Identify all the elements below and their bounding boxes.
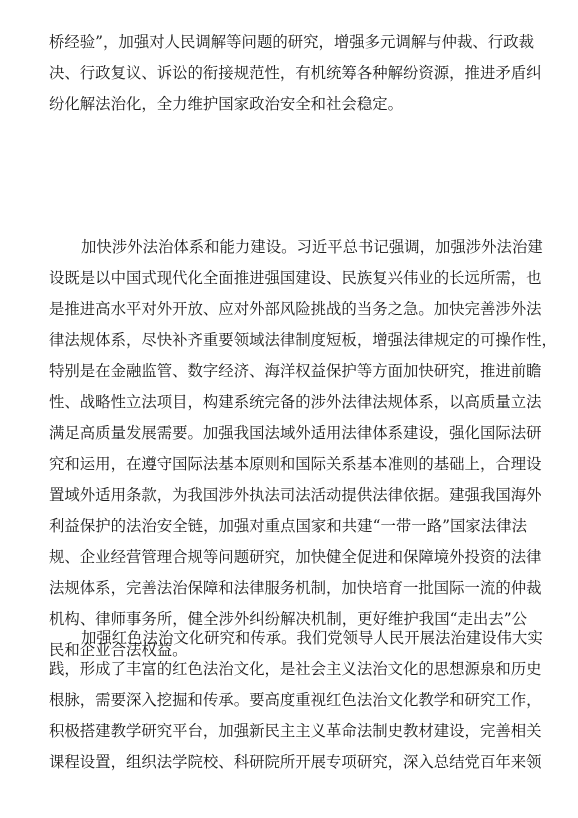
- text-line: 桥经验”，加强对人民调解等问题的研究，增强多元调解与仲裁、行政裁: [49, 33, 534, 51]
- text-line: 规、企业经营管理合规等问题研究，加快健全促进和保障境外投资的法律: [49, 548, 542, 566]
- text-line: 满足高质量发展需要。加强我国法域外适用法律体系建设，强化国际法研: [49, 424, 542, 442]
- text-line: 机构、律师事务所，健全涉外纠纷解决机制，更好维护我国“走出去”公: [49, 610, 527, 628]
- text-line: 民和企业合法权益。: [49, 641, 188, 659]
- text-line: 积极搭建教学研究平台，加强新民主主义革命法制史教材建设，完善相关: [49, 722, 542, 740]
- text-line: 特别是在金融监管、数字经济、海洋权益保护等方面加快研究，推进前瞻: [49, 362, 542, 380]
- text-line: 律法规体系，尽快补齐重要领域法律制度短板，增强法律规定的可操作性，: [49, 331, 557, 349]
- text-line: 法规体系，完善法治保障和法律服务机制，加快培育一批国际一流的仲裁: [49, 579, 542, 597]
- paragraph-3: [49, 623, 543, 778]
- text-line: 利益保护的法治安全链，加强对重点国家和共建“一带一路”国家法律法: [49, 517, 527, 535]
- text-line: 加快涉外法治体系和能力建设。习近平总书记强调，加强涉外法治建: [81, 238, 543, 256]
- text-line: 性、战略性立法项目，构建系统完备的涉外法律法规体系，以高质量立法: [49, 393, 542, 411]
- text-line: 究和运用，在遵守国际法基本原则和国际关系基本准则的基础上，合理设: [49, 455, 542, 473]
- text-line: 置域外适用条款，为我国涉外执法司法活动提供法律依据。建强我国海外: [49, 486, 542, 504]
- text-line: 是推进高水平对外开放、应对外部风险挑战的当务之急。加快完善涉外法: [49, 300, 542, 318]
- text-line: 课程设置，组织法学院校、科研院所开展专项研究，深入总结党百年来领: [49, 753, 542, 771]
- paragraph-2: [49, 232, 557, 666]
- text-line: 设既是以中国式现代化全面推进强国建设、民族复兴伟业的长远所需，也: [49, 269, 542, 287]
- text-line: 践，形成了丰富的红色法治文化，是社会主义法治文化的思想源泉和历史: [49, 660, 542, 678]
- text-line: 加强红色法治文化研究和传承。我们党领导人民开展法治建设伟大实: [81, 629, 543, 647]
- text-line: 纷化解法治化，全力维护国家政治安全和社会稳定。: [49, 95, 403, 113]
- paragraph-1: [49, 27, 542, 120]
- text-line: 根脉，需要深入挖掘和传承。要高度重视红色法治文化教学和研究工作，: [49, 691, 542, 709]
- text-line: 决、行政复议、诉讼的衔接规范性，有机统筹各种解纷资源，推进矛盾纠: [49, 64, 542, 82]
